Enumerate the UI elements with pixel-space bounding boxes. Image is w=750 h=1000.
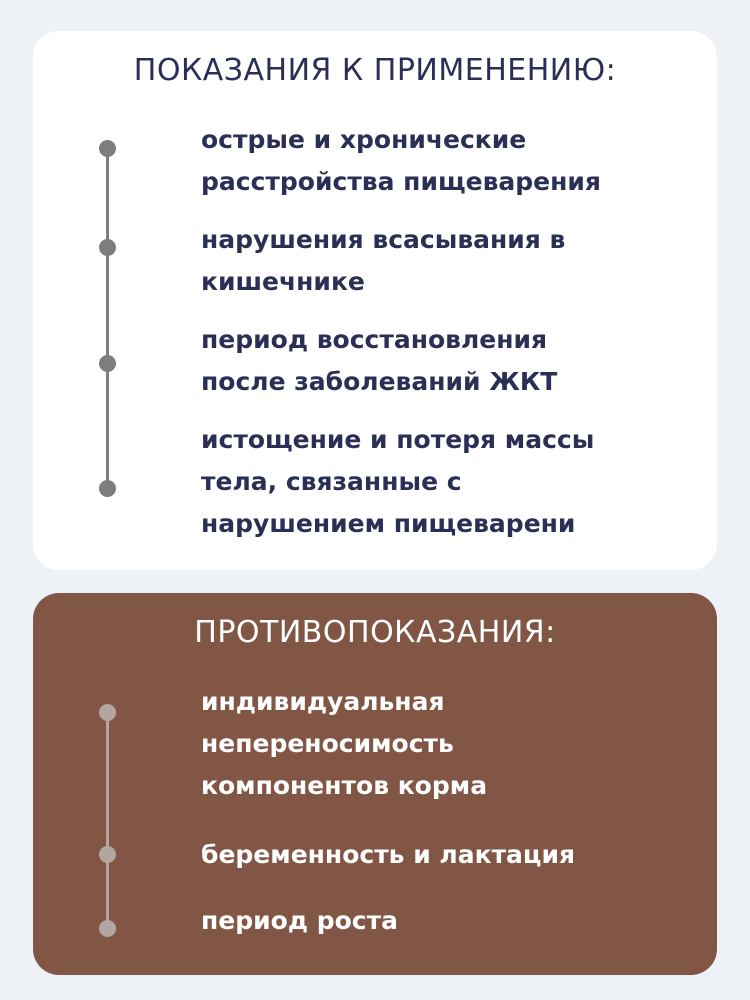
timeline-dot-icon: [99, 239, 116, 256]
timeline-dot-icon: [99, 704, 116, 721]
indications-item-1: острые и хронические расстройства пищеварения: [201, 125, 601, 196]
timeline-dot-icon: [99, 480, 116, 497]
timeline-dot-icon: [99, 355, 116, 372]
indications-card: [33, 31, 717, 570]
timeline-dot-icon: [99, 846, 116, 863]
contraindications-title: ПРОТИВОПОКАЗАНИЯ:: [194, 615, 556, 650]
indications-timeline-line: [106, 147, 109, 489]
contraindications-card: [33, 593, 717, 975]
contraindications-item-3: период роста: [201, 906, 398, 935]
contraindications-item-2: беременность и лактация: [201, 840, 576, 869]
timeline-dot-icon: [99, 140, 116, 157]
indications-item-4: истощение и потеря массы тела, связанные с нарушением пищеварени: [201, 425, 595, 538]
contraindications-item-1: индивидуальная непереносимость компонентов корма: [201, 687, 488, 800]
contraindications-timeline-line: [106, 713, 109, 928]
indications-title: ПОКАЗАНИЯ К ПРИМЕНЕНИЮ:: [133, 53, 617, 88]
timeline-dot-icon: [99, 920, 116, 937]
indications-item-2: нарушения всасывания в кишечнике: [201, 225, 566, 296]
indications-item-3: период восстановления после заболеваний ЖКТ: [201, 325, 558, 396]
